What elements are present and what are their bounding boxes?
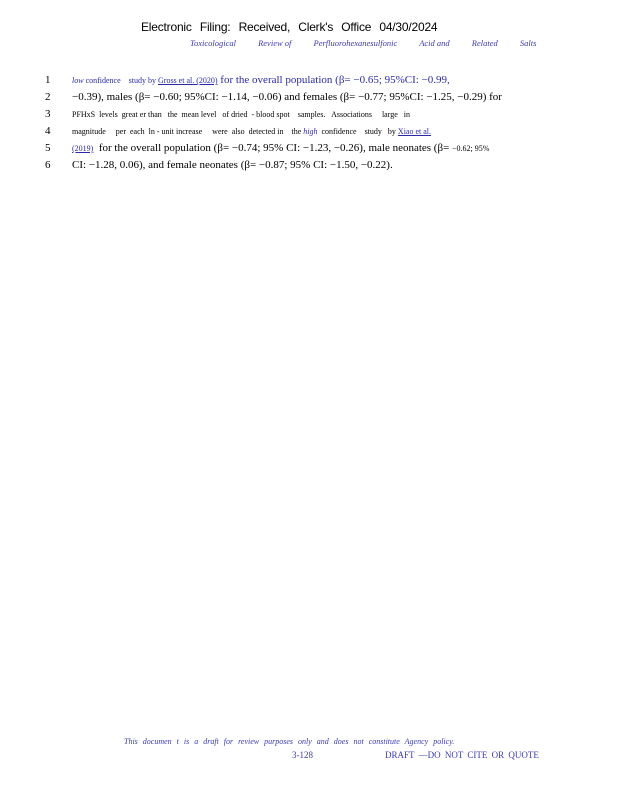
running-header-word: Toxicological [190, 38, 236, 48]
body-line-2: −0.39), males (β= −0.60; 95%CI: −1.14, −0.06) and females (β= −0.77; 95%CI: −1.25, −0.29) for [72, 91, 502, 103]
line-number: 6 [45, 159, 51, 171]
draft-label: DRAFT —DO NOT CITE OR QUOTE [385, 750, 539, 760]
running-header-word: Review of [258, 38, 292, 48]
line-number: 5 [45, 142, 51, 154]
body-text-span: confidence study by [317, 127, 398, 136]
running-header-word: Salts [519, 38, 537, 48]
confidence-label: high [303, 127, 318, 136]
citation-link-gross-2020[interactable]: Gross et al. (2020) [158, 76, 218, 85]
body-line-6: CI: −1.28, 0.06), and female neonates (β= −0.87; 95% CI: −1.50, −0.22). [72, 159, 393, 171]
line-number: 3 [45, 108, 51, 120]
running-header-word: Acid and [419, 38, 450, 48]
body-line-5 [72, 140, 532, 157]
page-number: 3-128 [292, 750, 313, 760]
body-text-span: −0.62; 95% [452, 144, 490, 153]
running-header-word: Perfluorohexanesulfonic [313, 38, 398, 48]
confidence-label: low [72, 76, 84, 85]
line-number: 4 [45, 125, 51, 137]
body-text-span: for the overall population (β= −0.74; 95% CI: −1.23, −0.26), male neonates (β= [93, 142, 453, 154]
filing-stamp: Electronic Filing: Received, Clerk's Office 04/30/2024 [141, 20, 438, 34]
citation-link-xiao-2019-year[interactable]: (2019) [72, 144, 94, 153]
body-text-span: confidence study by [83, 76, 158, 85]
body-text-span: magnitude per each ln - unit increase were also detected in the [72, 127, 304, 136]
line-number: 2 [45, 91, 51, 103]
running-header-word: Related [471, 38, 498, 48]
body-text [72, 72, 532, 174]
draft-disclaimer: This documen t is a draft for review purposes only and does not constitute Agency policy. [124, 737, 455, 746]
body-line-4 [72, 123, 532, 140]
body-line-1 [72, 72, 532, 89]
body-text-span: for the overall population (β= −0.65; 95%CI: −0.99, [217, 74, 450, 86]
line-number: 1 [45, 74, 51, 86]
citation-link-xiao-2019[interactable]: Xiao et al. [397, 127, 432, 136]
line-numbers [45, 72, 51, 174]
running-header [190, 38, 556, 48]
body-line-3: PFHxS levels great er than the mean level of dried - blood spot samples. Associations large in [72, 110, 411, 119]
